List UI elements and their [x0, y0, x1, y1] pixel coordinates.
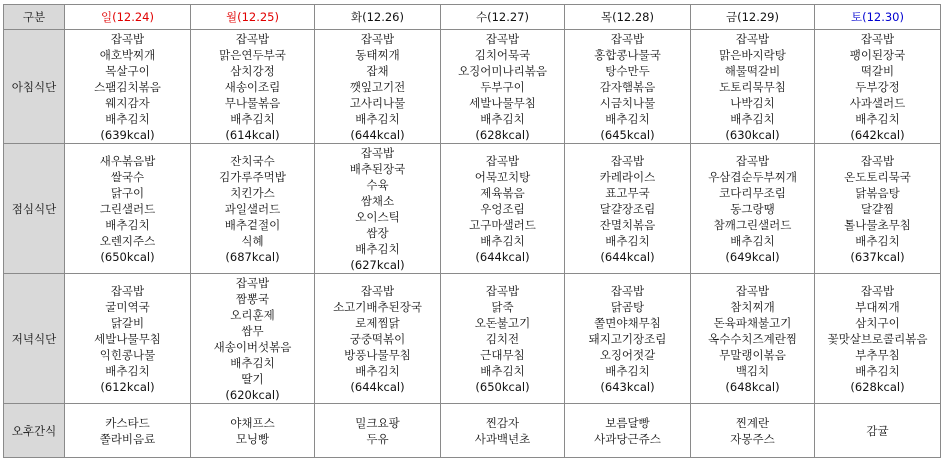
menu-item: 오징어미나리볶음 [458, 63, 547, 78]
menu-item: 배추김치 [355, 111, 400, 126]
menu-cell [65, 274, 191, 404]
menu-item: (628kcal) [850, 379, 905, 394]
menu-item: 나박김치 [730, 95, 775, 110]
menu-item: 두유 [366, 431, 389, 446]
menu-item: (650kcal) [100, 249, 155, 264]
menu-item: 배추김치 [230, 111, 275, 126]
menu-item: 잡곡밥 [735, 283, 770, 298]
menu-item-list [315, 415, 440, 447]
menu-item-list [691, 283, 814, 395]
menu-item: (637kcal) [850, 249, 905, 264]
menu-item: 동태찌개 [355, 47, 400, 62]
menu-item: 잔치국수 [230, 153, 275, 168]
menu-item: 잡곡밥 [735, 153, 770, 168]
menu-item: 배추김치 [855, 111, 900, 126]
menu-item: 고구마샐러드 [469, 217, 536, 232]
meal-row-snack [4, 404, 941, 458]
menu-item: 오리훈제 [230, 307, 275, 322]
menu-cell [441, 404, 565, 458]
menu-item: 쫄면야채무침 [594, 315, 661, 330]
menu-item: 시금치나물 [599, 95, 656, 110]
menu-item: 팽이된장국 [849, 47, 906, 62]
menu-item: 쌈채소 [360, 193, 395, 208]
menu-item: 식혜 [241, 233, 264, 248]
menu-item: 궁중떡볶이 [349, 331, 406, 346]
menu-item: 옥수수치즈계란찜 [708, 331, 797, 346]
menu-item: 쌀국수 [110, 169, 145, 184]
menu-item: 잡곡밥 [860, 153, 895, 168]
menu-item-list [441, 31, 564, 143]
menu-cell [441, 274, 565, 404]
menu-item: 오이스틱 [355, 209, 400, 224]
day-header-mon: 월(12.25) [191, 5, 315, 30]
menu-item: 김가루주먹밥 [219, 169, 286, 184]
menu-item: (630kcal) [725, 127, 780, 142]
menu-item: 온도토리묵국 [844, 169, 911, 184]
menu-item: 맑은바지락탕 [719, 47, 786, 62]
menu-item-list [815, 423, 940, 439]
day-header-thu: 목(12.28) [565, 5, 691, 30]
menu-item: 배추김치 [355, 363, 400, 378]
menu-item: (612kcal) [100, 379, 155, 394]
menu-item: 새송이조림 [224, 79, 281, 94]
menu-item: 배추김치 [855, 233, 900, 248]
menu-item: 잡곡밥 [360, 145, 395, 160]
menu-item: 맑은연두부국 [219, 47, 286, 62]
menu-item: 떡갈비 [860, 63, 895, 78]
menu-cell [191, 404, 315, 458]
menu-item: 무말랭이볶음 [719, 347, 786, 362]
menu-item: 찐감자 [485, 415, 520, 430]
menu-cell [315, 30, 441, 144]
menu-item: 수육 [366, 177, 389, 192]
menu-item: 굴미역국 [105, 299, 150, 314]
menu-item: 배추김치 [605, 111, 650, 126]
menu-item: (649kcal) [725, 249, 780, 264]
menu-item: 오돈불고기 [474, 315, 531, 330]
menu-item: 배추김치 [230, 355, 275, 370]
menu-item-list [65, 31, 190, 143]
menu-item: (620kcal) [225, 387, 280, 402]
menu-item: 배추김치 [730, 233, 775, 248]
menu-item: 사과백년초 [474, 431, 531, 446]
menu-item: 닭곰탕 [610, 299, 645, 314]
menu-item: 잡채 [366, 63, 389, 78]
menu-item: 김치어묵국 [474, 47, 531, 62]
menu-cell [815, 30, 941, 144]
menu-item: 표고무국 [605, 185, 650, 200]
menu-item: 코다리무조림 [719, 185, 786, 200]
menu-item: 잡곡밥 [860, 31, 895, 46]
menu-item-list [565, 415, 690, 447]
menu-item: (639kcal) [100, 127, 155, 142]
menu-item: 잡곡밥 [110, 283, 145, 298]
menu-item: 감자햄볶음 [599, 79, 656, 94]
menu-item: 톨나물초무침 [844, 217, 911, 232]
menu-item: 배추김치 [105, 363, 150, 378]
menu-item: 돈육파채불고기 [713, 315, 792, 330]
menu-item-list [65, 415, 190, 447]
menu-item: 배추김치 [355, 241, 400, 256]
menu-item: 삼치구이 [855, 315, 900, 330]
menu-cell [565, 144, 691, 274]
menu-cell [565, 30, 691, 144]
menu-item: 잡곡밥 [235, 275, 270, 290]
menu-item: 꽃맛살브로콜리볶음 [827, 331, 928, 346]
menu-item-list [191, 275, 314, 403]
menu-cell [691, 274, 815, 404]
menu-item: 닭볶음탕 [855, 185, 900, 200]
menu-item: 감귤 [866, 423, 889, 438]
menu-item: 어묵꼬치탕 [474, 169, 531, 184]
menu-item: 탕수만두 [605, 63, 650, 78]
menu-item-list [191, 153, 314, 265]
menu-item: 쫄라비음료 [99, 431, 156, 446]
menu-item: 세발나물무침 [469, 95, 536, 110]
menu-cell [65, 30, 191, 144]
menu-item-list [691, 153, 814, 265]
menu-cell [441, 30, 565, 144]
menu-cell [565, 404, 691, 458]
menu-item: 잡곡밥 [485, 153, 520, 168]
menu-item-list [565, 283, 690, 395]
menu-item: 잡곡밥 [485, 31, 520, 46]
menu-item: 홍합콩나물국 [594, 47, 661, 62]
menu-item: 잡곡밥 [610, 283, 645, 298]
menu-item: 무나물볶음 [224, 95, 281, 110]
menu-item-list [315, 31, 440, 143]
menu-item-list [191, 415, 314, 447]
menu-cell [315, 404, 441, 458]
menu-item: 잡곡밥 [360, 283, 395, 298]
menu-item: 돼지고기장조림 [588, 331, 667, 346]
menu-item: 새우볶음밥 [99, 153, 156, 168]
menu-item: 애호박찌개 [99, 47, 156, 62]
menu-item-list [691, 31, 814, 143]
menu-item-list [565, 31, 690, 143]
menu-item: 삼치강정 [230, 63, 275, 78]
menu-item: 두부강정 [855, 79, 900, 94]
menu-item: (642kcal) [850, 127, 905, 142]
menu-cell [191, 274, 315, 404]
menu-item: 야채프스 [230, 415, 275, 430]
menu-item-list [315, 145, 440, 273]
menu-item: 잡곡밥 [485, 283, 520, 298]
menu-item: 찐계란 [735, 415, 770, 430]
menu-item: 근대무침 [480, 347, 525, 362]
menu-item-list [441, 153, 564, 265]
menu-cell [565, 274, 691, 404]
menu-item: 카레라이스 [599, 169, 656, 184]
menu-cell [441, 144, 565, 274]
day-header-wed: 수(12.27) [441, 5, 565, 30]
menu-item-list [65, 153, 190, 265]
menu-item-list [691, 415, 814, 447]
menu-item: 오징어젓갈 [599, 347, 656, 362]
menu-item: 배추김치 [480, 363, 525, 378]
menu-item: 익힌콩나물 [99, 347, 156, 362]
menu-item: 배추김치 [105, 111, 150, 126]
meal-schedule-table [3, 4, 941, 458]
menu-item: 김치전 [485, 331, 520, 346]
corner-header: 구분 [4, 5, 65, 30]
menu-item: 깻잎고기전 [349, 79, 406, 94]
menu-item: 쌈무 [241, 323, 264, 338]
menu-item: 배추김치 [105, 217, 150, 232]
menu-item: 제육볶음 [480, 185, 525, 200]
menu-item: 잡곡밥 [610, 31, 645, 46]
menu-item: 잡곡밥 [610, 153, 645, 168]
menu-item: 웨지감자 [105, 95, 150, 110]
menu-item: 백김치 [735, 363, 770, 378]
menu-item-list [565, 153, 690, 265]
menu-item: 새송이버섯볶음 [213, 339, 292, 354]
menu-cell [65, 404, 191, 458]
menu-cell [815, 274, 941, 404]
menu-item: 스팸김치볶음 [94, 79, 161, 94]
meal-row-label: 오후간식 [4, 404, 65, 458]
menu-item: 목살구이 [105, 63, 150, 78]
menu-item: 과일샐러드 [224, 201, 281, 216]
menu-item-list [441, 283, 564, 395]
menu-item: 잡곡밥 [860, 283, 895, 298]
menu-item: 치킨가스 [230, 185, 275, 200]
menu-item: 고사리나물 [349, 95, 406, 110]
header-row [4, 5, 941, 30]
menu-item: (644kcal) [350, 379, 405, 394]
menu-item-list [191, 31, 314, 143]
menu-item: (644kcal) [475, 249, 530, 264]
meal-row-breakfast [4, 30, 941, 144]
menu-item: (644kcal) [350, 127, 405, 142]
menu-item-list [815, 31, 940, 143]
menu-item: 도토리묵무침 [719, 79, 786, 94]
menu-item: 참치찌개 [730, 299, 775, 314]
menu-item: 배추김치 [605, 363, 650, 378]
menu-item: 잡곡밥 [235, 31, 270, 46]
menu-item: 세발나물무침 [94, 331, 161, 346]
menu-item: (643kcal) [600, 379, 655, 394]
menu-item: 보름달빵 [605, 415, 650, 430]
menu-item: 달걀장조림 [599, 201, 656, 216]
meal-row-dinner [4, 274, 941, 404]
menu-item: 달걀찜 [860, 201, 895, 216]
menu-item: 카스타드 [105, 415, 150, 430]
menu-item: 그린샐러드 [99, 201, 156, 216]
menu-item: 닭갈비 [110, 315, 145, 330]
menu-cell [815, 144, 941, 274]
menu-cell [315, 144, 441, 274]
menu-item: 배추겉절이 [224, 217, 281, 232]
menu-cell [191, 144, 315, 274]
menu-item: 오렌지주스 [99, 233, 156, 248]
menu-item: 동그랑땡 [730, 201, 775, 216]
menu-item-list [815, 283, 940, 395]
menu-item-list [65, 283, 190, 395]
menu-item: 참깨그린샐러드 [713, 217, 792, 232]
menu-item: 사과샐러드 [849, 95, 906, 110]
day-header-tue: 화(12.26) [315, 5, 441, 30]
menu-item: 두부구이 [480, 79, 525, 94]
meal-row-label: 저녁식단 [4, 274, 65, 404]
menu-item: 소고기배추된장국 [333, 299, 422, 314]
menu-item: 방풍나물무침 [344, 347, 411, 362]
menu-item: 짬뽕국 [235, 291, 270, 306]
menu-item: 우엉조림 [480, 201, 525, 216]
menu-item-list [315, 283, 440, 395]
menu-item: 배추김치 [605, 233, 650, 248]
menu-item: 잡곡밥 [735, 31, 770, 46]
menu-cell [191, 30, 315, 144]
menu-item: 잡곡밥 [360, 31, 395, 46]
menu-item: (614kcal) [225, 127, 280, 142]
menu-item: 모닝빵 [235, 431, 270, 446]
menu-item: 우삼겹순두부찌개 [708, 169, 797, 184]
meal-row-label: 아침식단 [4, 30, 65, 144]
menu-cell [315, 274, 441, 404]
menu-item: 자몽주스 [730, 431, 775, 446]
meal-row-label: 점심식단 [4, 144, 65, 274]
menu-item: (687kcal) [225, 249, 280, 264]
menu-cell [691, 30, 815, 144]
menu-item: (645kcal) [600, 127, 655, 142]
menu-item-list [441, 415, 564, 447]
menu-item: 잡곡밥 [110, 31, 145, 46]
menu-item: 로제찜닭 [355, 315, 400, 330]
menu-cell [815, 404, 941, 458]
menu-item: (648kcal) [725, 379, 780, 394]
menu-item: 사과당근쥬스 [594, 431, 661, 446]
menu-item: 닭죽 [491, 299, 514, 314]
menu-item: 배추김치 [730, 111, 775, 126]
menu-item: 배추김치 [855, 363, 900, 378]
meal-row-lunch [4, 144, 941, 274]
menu-cell [65, 144, 191, 274]
menu-item: 쌈장 [366, 225, 389, 240]
menu-item-list [815, 153, 940, 265]
menu-item: (627kcal) [350, 257, 405, 272]
menu-item: 밀크요팡 [355, 415, 400, 430]
menu-item: 닭구이 [110, 185, 145, 200]
menu-item: (628kcal) [475, 127, 530, 142]
menu-item: 잔멸치볶음 [599, 217, 656, 232]
menu-item: 배추된장국 [349, 161, 406, 176]
menu-cell [691, 144, 815, 274]
menu-item: 딸기 [241, 371, 264, 386]
day-header-sun: 일(12.24) [65, 5, 191, 30]
menu-item: 배추김치 [480, 233, 525, 248]
menu-item: 배추김치 [480, 111, 525, 126]
day-header-sat: 토(12.30) [815, 5, 941, 30]
menu-item: 부추무침 [855, 347, 900, 362]
menu-cell [691, 404, 815, 458]
menu-item: (650kcal) [475, 379, 530, 394]
day-header-fri: 금(12.29) [691, 5, 815, 30]
menu-item: 부대찌개 [855, 299, 900, 314]
menu-item: (644kcal) [600, 249, 655, 264]
menu-item: 해물떡갈비 [724, 63, 781, 78]
